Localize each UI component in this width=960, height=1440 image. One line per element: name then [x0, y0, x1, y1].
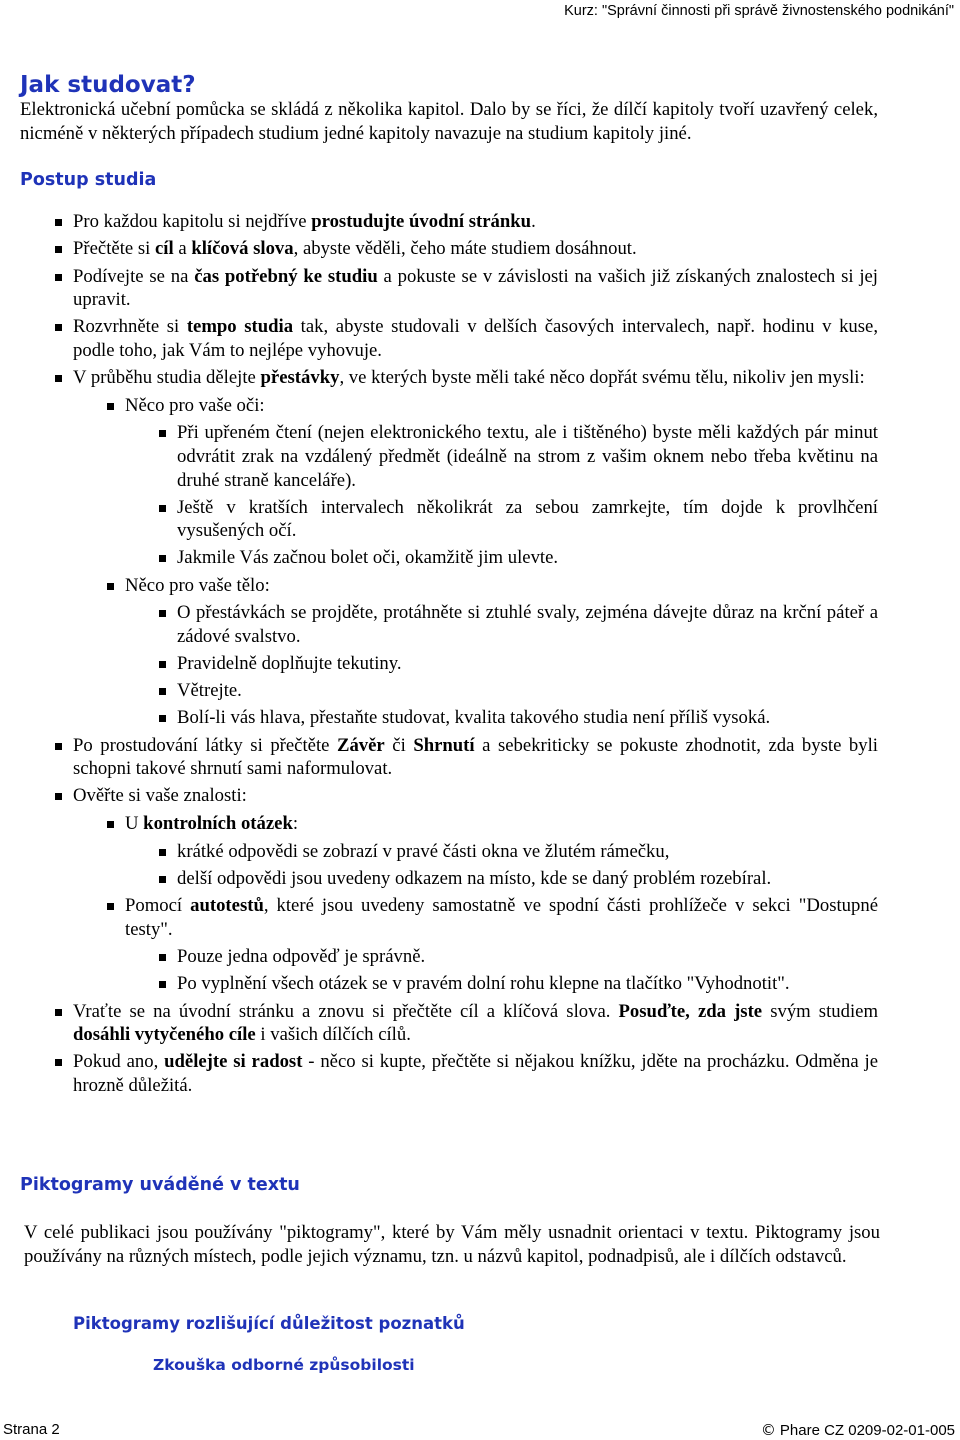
page-title: Jak studovat?: [20, 72, 196, 98]
square-bullet-icon: [159, 555, 166, 562]
list-item: Něco pro vaše tělo: O přestávkách se projděte, protáhněte si ztuhlé svaly, zejména dávejte důraz na krční páteř a zádové svalstvo. Pravidelně doplňujte tekutiny. Větrejte. Bolí-li vás hlava, přestaňte studovat, kvalita takového studia není příliš vysoká.: [125, 574, 878, 730]
intro-paragraph: Elektronická učební pomůcka se skládá z několika kapitol. Dalo by se říci, že dílčí kapitoly tvoří uzavřený celek, nicméně v některých případech studium jedné kapitoly navazuje na studium kapitoly jiné.: [20, 99, 878, 144]
square-bullet-icon: [107, 821, 114, 828]
list-item: Vraťte se na úvodní stránku a znovu si přečtěte cíl a klíčová slova. Posuďte, zda jste svým studiem dosáhli vytyčeného cíle i vašich dílčích cílů.: [73, 1000, 878, 1047]
list-item: Ještě v kratších intervalech několikrát za sebou zamrkejte, tím dojde k provlhčení vysušených očí.: [177, 496, 878, 543]
list-item: krátké odpovědi se zobrazí v pravé části okna ve žlutém rámečku,: [177, 840, 878, 864]
page-number: Strana 2: [3, 1421, 60, 1438]
square-bullet-icon: [55, 274, 62, 281]
section-heading-pictograms: Piktogramy uváděné v textu: [20, 1175, 300, 1195]
list-item: Po prostudování látky si přečtěte Závěr či Shrnutí a sebekriticky se pokuste zhodnotit, zda byste byli schopni takové shrnutí sami naformulovat.: [73, 734, 878, 781]
break-tips-list: [73, 394, 878, 730]
square-bullet-icon: [159, 876, 166, 883]
list-item: Po vyplnění všech otázek se v pravém dolní rohu klepne na tlačítko "Vyhodnotit".: [177, 972, 878, 996]
square-bullet-icon: [55, 1059, 62, 1066]
list-item: Podívejte se na čas potřebný ke studiu a pokuste se v závislosti na vašich již získaných znalostech si jej upravit.: [73, 265, 878, 312]
list-item: Něco pro vaše oči: Při upřeném čtení (nejen elektronického textu, ale i tištěného) byste měli každých pár minut odvrátit zrak na vzdálený předmět (ideálně na strom z vašim oknem nebo třeba květinu na druhé straně kanceláře). Ještě v kratších intervalech několikrát za sebou zamrkejte, tím dojde k provlhčení vysušených očí. Jakmile Vás začnou bolet oči, okamžitě jim ulevte.: [125, 394, 878, 570]
square-bullet-icon: [55, 793, 62, 800]
list-item: Pro každou kapitolu si nejdříve prostudujte úvodní stránku.: [73, 210, 878, 234]
copyright-text: Phare CZ 0209-02-01-005: [779, 1422, 955, 1439]
square-bullet-icon: [107, 583, 114, 590]
list-item: Pouze jedna odpověď je správně.: [177, 945, 878, 969]
list-item: Jakmile Vás začnou bolet oči, okamžitě jim ulevte.: [177, 546, 878, 570]
main-content: [20, 72, 878, 1101]
section-heading-postup: Postup studia: [20, 170, 157, 191]
list-item: delší odpovědi jsou uvedeny odkazem na místo, kde se daný problém rozebíral.: [177, 867, 878, 891]
subheading-exam: Zkouška odborné způsobilosti: [153, 1356, 415, 1374]
body-tips-list: [125, 601, 878, 730]
eye-tips-list: [125, 421, 878, 570]
subheading-importance: Piktogramy rozlišující důležitost poznatků: [73, 1314, 465, 1333]
square-bullet-icon: [55, 1009, 62, 1016]
list-item: Ověřte si vaše znalosti: U kontrolních otázek: krátké odpovědi se zobrazí v pravé části okna ve žlutém rámečku, delší odpovědi jsou uvedeny odkazem na místo, kde se daný problém rozebíral. Pomocí autotestů, které jsou uvedeny samostatně ve spodní části prohlížeče v sekci "Dostupné testy". Pouze jedna odpověď je správně. Po vyplnění všech otázek se v pravém dolní rohu klepne na tlačítko "Vyhodnotit".: [73, 784, 878, 996]
pictograms-paragraph: V celé publikaci jsou používány "piktogramy", které by Vám měly usnadnit orientaci v textu. Piktogramy jsou používány na různých místech, podle jejich významu, tzn. u názvů kapitol, podnadpisů, ale i dílčích odstavců.: [24, 1222, 880, 1267]
pictograms-section: [20, 1174, 880, 1268]
list-item: Přečtěte si cíl a klíčová slova, abyste věděli, čeho máte studiem dosáhnout.: [73, 237, 878, 261]
running-header: Kurz: "Správní činnosti při správě živnostenského podnikání": [564, 3, 954, 19]
square-bullet-icon: [55, 743, 62, 750]
square-bullet-icon: [159, 954, 166, 961]
square-bullet-icon: [159, 505, 166, 512]
square-bullet-icon: [159, 981, 166, 988]
footer-copyright: [761, 1421, 955, 1439]
study-steps-list: [20, 210, 878, 1097]
copyright-icon: ©: [760, 1421, 776, 1439]
list-item: Větrejte.: [177, 679, 878, 703]
square-bullet-icon: [107, 903, 114, 910]
square-bullet-icon: [159, 688, 166, 695]
square-bullet-icon: [107, 403, 114, 410]
square-bullet-icon: [159, 430, 166, 437]
list-item: Rozvrhněte si tempo studia tak, abyste studovali v delších časových intervalech, např. hodinu v kuse, podle toho, jak Vám to nejlépe vyhovuje.: [73, 315, 878, 362]
square-bullet-icon: [55, 375, 62, 382]
square-bullet-icon: [55, 324, 62, 331]
list-item: Pokud ano, udělejte si radost - něco si kupte, přečtěte si nějakou knížku, jděte na procházku. Odměna je hrozně důležitá.: [73, 1050, 878, 1097]
list-item: U kontrolních otázek: krátké odpovědi se zobrazí v pravé části okna ve žlutém rámečku, delší odpovědi jsou uvedeny odkazem na místo, kde se daný problém rozebíral.: [125, 812, 878, 890]
list-item: Při upřeném čtení (nejen elektronického textu, ale i tištěného) byste měli každých pár minut odvrátit zrak na vzdálený předmět (ideálně na strom z vašim oknem nebo třeba květinu na druhé straně kanceláře).: [177, 421, 878, 492]
list-item: Pomocí autotestů, které jsou uvedeny samostatně ve spodní části prohlížeče v sekci "Dostupné testy". Pouze jedna odpověď je správně. Po vyplnění všech otázek se v pravém dolní rohu klepne na tlačítko "Vyhodnotit".: [125, 894, 878, 996]
list-item: Pravidelně doplňujte tekutiny.: [177, 652, 878, 676]
square-bullet-icon: [159, 610, 166, 617]
square-bullet-icon: [55, 219, 62, 226]
square-bullet-icon: [159, 849, 166, 856]
control-questions-list: [125, 840, 878, 891]
list-item: O přestávkách se projděte, protáhněte si ztuhlé svaly, zejména dávejte důraz na krční páteř a zádové svalstvo.: [177, 601, 878, 648]
knowledge-check-list: [73, 812, 878, 996]
square-bullet-icon: [55, 246, 62, 253]
list-item: V průběhu studia dělejte přestávky, ve kterých byste měli také něco dopřát svému tělu, nikoliv jen mysli: Něco pro vaše oči: Při upřeném čtení (nejen elektronického textu, ale i tištěného) byste měli každých pár minut odvrátit zrak na vzdálený předmět (ideálně na strom z vašim oknem nebo třeba květinu na druhé straně kanceláře). Ještě v kratších intervalech několikrát za sebou zamrkejte, tím dojde k provlhčení vysušených očí. Jakmile Vás začnou bolet oči, okamžitě jim ulevte. Něco pro vaše tělo: O přestávkách se projděte, protáhněte si ztuhlé svaly, zejména dávejte důraz na krční páteř a zádové svalstvo. Pravidelně doplňujte tekutiny. Větrejte. Bolí-li vás hlava, přestaňte studovat, kvalita takového studia není příliš vysoká.: [73, 366, 878, 730]
list-item: Bolí-li vás hlava, přestaňte studovat, kvalita takového studia není příliš vysoká.: [177, 706, 878, 730]
square-bullet-icon: [159, 715, 166, 722]
autotests-list: [125, 945, 878, 996]
square-bullet-icon: [159, 661, 166, 668]
